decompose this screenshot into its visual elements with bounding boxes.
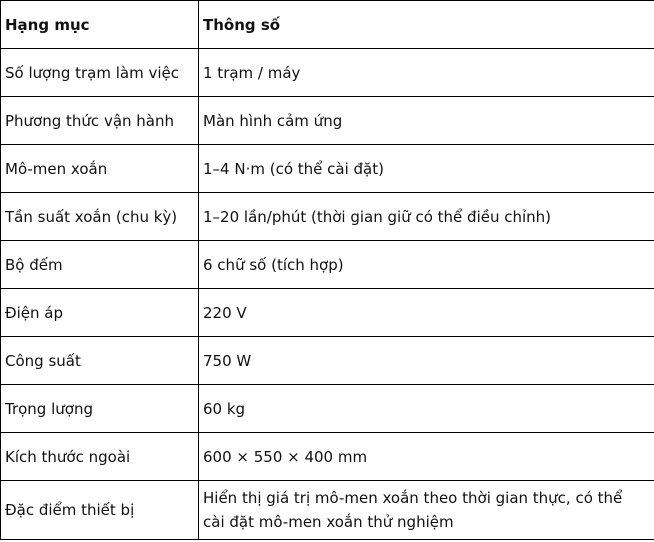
column-header-spec: Thông số <box>199 1 654 49</box>
row-value: Màn hình cảm ứng <box>199 97 654 145</box>
table-row <box>1 145 654 193</box>
row-label: Đặc điểm thiết bị <box>1 481 199 540</box>
table-row <box>1 289 654 337</box>
table-row <box>1 193 654 241</box>
table-row <box>1 385 654 433</box>
table-header-row <box>1 1 654 49</box>
row-value: 1 trạm / máy <box>199 49 654 97</box>
row-label: Điện áp <box>1 289 199 337</box>
table-row <box>1 97 654 145</box>
row-value: 1–20 lần/phút (thời gian giữ có thể điều chỉnh) <box>199 193 654 241</box>
row-value: Hiển thị giá trị mô-men xoắn theo thời gian thực, có thể cài đặt mô-men xoắn thử nghiệm <box>199 481 654 540</box>
column-header-item: Hạng mục <box>1 1 199 49</box>
row-value: 750 W <box>199 337 654 385</box>
table-row <box>1 241 654 289</box>
row-label: Kích thước ngoài <box>1 433 199 481</box>
row-value: 6 chữ số (tích hợp) <box>199 241 654 289</box>
table-row <box>1 337 654 385</box>
row-label: Số lượng trạm làm việc <box>1 49 199 97</box>
row-value: 1–4 N·m (có thể cài đặt) <box>199 145 654 193</box>
row-label: Phương thức vận hành <box>1 97 199 145</box>
row-label: Công suất <box>1 337 199 385</box>
row-label: Tần suất xoắn (chu kỳ) <box>1 193 199 241</box>
row-label: Trọng lượng <box>1 385 199 433</box>
table-row <box>1 433 654 481</box>
row-label: Bộ đếm <box>1 241 199 289</box>
row-label: Mô-men xoắn <box>1 145 199 193</box>
table-row <box>1 49 654 97</box>
row-value: 600 × 550 × 400 mm <box>199 433 654 481</box>
row-value: 60 kg <box>199 385 654 433</box>
table-row <box>1 481 654 540</box>
row-value: 220 V <box>199 289 654 337</box>
